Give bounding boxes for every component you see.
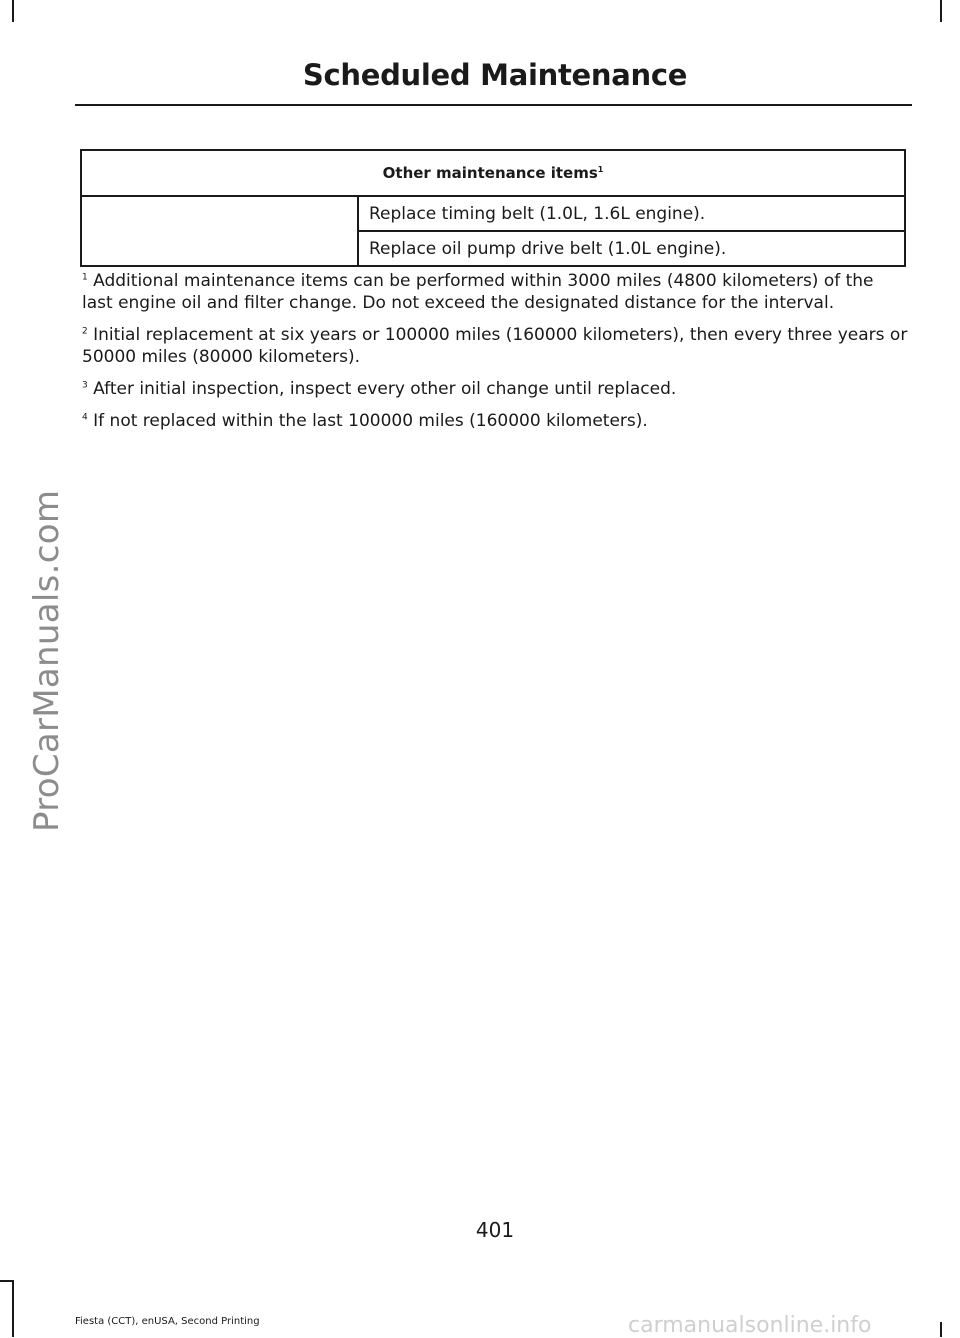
crop-mark-top-left bbox=[12, 0, 14, 22]
table-row-label bbox=[81, 196, 358, 266]
footnote-text: After initial inspection, inspect every other oil change until replaced. bbox=[87, 379, 677, 399]
footnotes bbox=[82, 270, 908, 442]
page-title: Scheduled Maintenance bbox=[302, 58, 688, 92]
crop-mark-bottom-left bbox=[12, 1280, 14, 1337]
table-row bbox=[81, 196, 905, 231]
footnote-2 bbox=[82, 324, 908, 368]
bottom-watermark: carmanualsonline.info bbox=[628, 1313, 872, 1338]
crop-mark-top-right bbox=[940, 0, 942, 22]
footnote-mark: 4 bbox=[82, 412, 88, 423]
title-divider bbox=[75, 104, 912, 106]
table-row-item: Replace oil pump drive belt (1.0L engine). bbox=[358, 231, 905, 266]
table-heading bbox=[81, 150, 905, 196]
table-row-item: Replace timing belt (1.0L, 1.6L engine). bbox=[358, 196, 905, 231]
footnote-text: Initial replacement at six years or 100000 miles (160000 kilometers), then every three years or 50000 miles (80000 kilometers). bbox=[82, 325, 908, 367]
table-header-row bbox=[81, 150, 905, 196]
footnote-mark: 2 bbox=[82, 326, 88, 337]
footnote-4 bbox=[82, 410, 908, 432]
footnote-3 bbox=[82, 378, 908, 400]
footnote-1 bbox=[82, 270, 908, 314]
footnote-mark: 1 bbox=[82, 272, 88, 283]
footnote-mark: 3 bbox=[82, 380, 88, 391]
side-watermark: ProCarManuals.com bbox=[27, 489, 67, 832]
page-number: 401 bbox=[475, 1218, 515, 1242]
footer-edition: Fiesta (CCT), enUSA, Second Printing bbox=[75, 1316, 260, 1327]
table-heading-text: Other maintenance items bbox=[382, 164, 598, 182]
footnote-text: Additional maintenance items can be performed within 3000 miles (4800 kilometers) of the last engine oil and filter change. Do not exceed the designated distance for the interval. bbox=[82, 271, 874, 313]
crop-mark-bottom-right bbox=[940, 1322, 942, 1337]
maintenance-table bbox=[80, 149, 906, 267]
crop-mark-bottom-left-h bbox=[0, 1280, 14, 1282]
table-heading-note: 1 bbox=[597, 165, 604, 174]
footnote-text: If not replaced within the last 100000 miles (160000 kilometers). bbox=[87, 411, 648, 431]
